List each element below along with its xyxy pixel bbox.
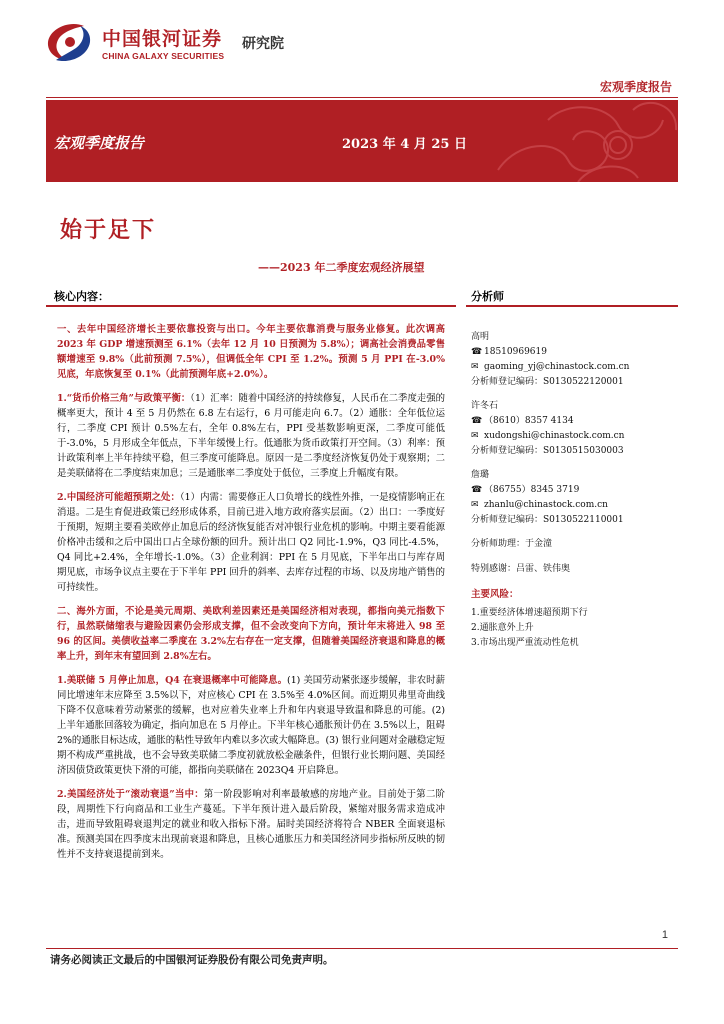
- phone-icon: ☎: [471, 416, 483, 426]
- analyst-email[interactable]: ✉ xudongshi@chinastock.com.cn: [471, 429, 681, 444]
- analyst-phone: ☎ 18510969619: [471, 345, 681, 360]
- report-title: 始于足下: [60, 218, 157, 243]
- analyst-heading: 分析师: [471, 290, 504, 303]
- company-logo: [44, 20, 294, 68]
- fed-paragraph: 1.美联储 5 月停止加息，Q4 在衰退概率中可能降息。(1) 美国劳动紧张逐步缓解，非农时薪同比增速年末应降至 3.5%以下，对应核心 CPI 在 3.5%至 4.0%区间。而近期贝弗里奇曲线下降不仅意味着劳动紧张的缓解，也对应着失业率上升和年内衰退导致温和降息的可能。(2) 上半年通胀回落较为确定，指向加息在 5 月停止。下半年核心通胀预计仍在 3.5%以上，阻碍 2%的通胀目标达成，通胀的粘性导致年内难以多次或大幅降息。(3) 银行业问题对金融稳定短期不构成严重挑战，也不会导致美联储二季度初就放松金融条件，但银行业长期问题、美国经济因债贷政策更快下滑的可能，都指向美联储在 2023Q4 开启降息。: [57, 675, 445, 776]
- paragraph-lead: 2.美国经济处于“滚动衰退”当中：: [57, 789, 204, 800]
- email-icon: ✉: [471, 500, 479, 510]
- analyst-card: [471, 399, 681, 459]
- special-thanks: 特别感谢：吕雷、铁伟奥: [471, 564, 571, 574]
- core-content-heading: 核心内容：: [54, 290, 109, 303]
- analyst-phone: ☎ （86755）8345 3719: [471, 483, 681, 498]
- analyst-name: 许冬石: [471, 401, 499, 411]
- institute-name: 研究院: [242, 36, 284, 52]
- fx-policy-paragraph: 1.“货币价格三角”与政策平衡：（1）汇率：随着中国经济的持续修复，人民币在二季度走强的概率更大，预计 4 至 5 月仍然在 6.8 左右运行，6 月可能走向 6.7。（2）通胀：全年低位运行，二季度 CPI 预计 0.5%左右，全年 0.8%左右，PPI 受基数影响更深，二季度可能低于-3.0%，5 月形成全年低点，下半年缓慢上行。低通胀为货币政策打开空间。（3）利率：预计政策利率上半年持续平稳，但三季度可能降息。原因一是二季度经济恢复仍处于观察期；二是美联储将在二季度结束加息；三是通胀率二季度处于低位，三季度上升幅度有限。: [57, 393, 445, 479]
- analyst-name: 高明: [471, 332, 490, 342]
- email-icon: ✉: [471, 362, 479, 372]
- analyst-assistant: 分析师助理：于金潼: [471, 539, 553, 549]
- risk-item: 2.通胀意外上升: [471, 623, 534, 633]
- report-subtitle: ——2023 年二季度宏观经济展望: [258, 261, 425, 274]
- analyst-registration: 分析师登记编码：S0130515030003: [471, 446, 624, 456]
- report-date: 2023 年 4 月 25 日: [342, 137, 467, 152]
- title-banner: [46, 100, 678, 182]
- upside-paragraph: 2.中国经济可能超预期之处：（1）内需：需要修正人口负增长的线性外推，一是疫情影响正在消退。二是生育促进政策已经形成体系，目前已进入地方政府落实层面。（2）出口：一季度好于预期，短期主要看美欧停止加息后的经济恢复能否对冲银行业危机的影响。中期主要看能源价格冲击缓和之后中国出口占全球份额的回升。预计出口 Q2 同比-1.9%，Q3 同比-4.5%，Q4 同比+2.4%，全年增长-1.0%。（3）企业利润：PPI 在 5 月见底，下半年出口与库存周期见底，市场争议点主要在于下半年 PPI 回升的斜率、去库存过程的市场、以及房地产销售的可持续性。: [57, 492, 445, 593]
- phone-icon: ☎: [471, 347, 483, 357]
- header-divider: [46, 97, 678, 98]
- phone-icon: ☎: [471, 485, 483, 495]
- us-economy-paragraph: 2.美国经济处于“滚动衰退”当中：第一阶段影响对利率最敏感的房地产业。目前处于第二阶段，周期性下行向商品和工业生产蔓延。下半年预计进入最后阶段，紧缩对服务需求造成冲击，进而导致阻碍衰退判定的就业和收入指标下滑。届时美国经济将符合 NBER 全面衰退标准。预测美国在四季度末出现前衰退和降息，且核心通胀压力和美国经济同步指标所反映的韧性并不支持衰退提前到来。: [57, 789, 445, 860]
- risk-item: 3.市场出现严重流动性危机: [471, 638, 579, 648]
- footer-divider: [46, 948, 678, 949]
- core-content-rule: [46, 305, 456, 307]
- report-category-label: 宏观季度报告: [599, 80, 672, 94]
- analyst-sidebar: [471, 330, 681, 651]
- analyst-card: [471, 468, 681, 528]
- disclaimer-text: 请务必阅读正文最后的中国银河证券股份有限公司免责声明。: [50, 954, 334, 966]
- paragraph-lead: 1.美联储 5 月停止加息，Q4 在衰退概率中可能降息。: [57, 675, 288, 686]
- banner-report-type: 宏观季度报告: [54, 134, 145, 152]
- analyst-email[interactable]: ✉ zhanlu@chinastock.com.cn: [471, 498, 681, 513]
- page-number: 1: [661, 929, 668, 941]
- logo-chinese-name: 中国银河证券: [102, 28, 223, 50]
- risk-item: 1.重要经济体增速超预期下行: [471, 608, 588, 618]
- email-icon: ✉: [471, 431, 479, 441]
- summary-paragraph-1: 一、去年中国经济增长主要依靠投资与出口。今年主要依靠消费与服务业修复。此次调高 2023 年 GDP 增速预测至 6.1%（去年 12 月 10 日预测为 5.8%）；调高社会消费品零售额增速至 9.8%（此前预测 7.5%），但调低全年 CPI 至 1.2%。预测 5 月 PPI 在-3.0%见底，年底恢复至 0.1%（此前预测年底+2.0%）。: [57, 324, 445, 380]
- paragraph-lead: 2.中国经济可能超预期之处：: [57, 492, 180, 503]
- analyst-registration: 分析师登记编码：S0130522120001: [471, 377, 624, 387]
- analyst-rule: [466, 305, 678, 307]
- analyst-phone: ☎ （8610）8357 4134: [471, 414, 681, 429]
- core-content-body: [57, 322, 445, 871]
- paragraph-lead: 1.“货币价格三角”与政策平衡：: [57, 393, 191, 404]
- analyst-email[interactable]: ✉ gaoming_yj@chinastock.com.cn: [471, 360, 681, 375]
- galaxy-logo-icon: [44, 20, 94, 64]
- analyst-registration: 分析师登记编码：S0130522110001: [471, 515, 624, 525]
- analyst-name: 詹璐: [471, 470, 490, 480]
- logo-english-name: CHINA GALAXY SECURITIES: [102, 51, 225, 61]
- risks-heading: 主要风险：: [471, 589, 519, 600]
- summary-paragraph-2: 二、海外方面，不论是美元周期、美欧利差因素还是美国经济相对表现，都指向美元指数下行，虽然联储缩表与避险因素仍会形成支撑，但不会改变向下方向，预计年末将进入 98 至 96 的区间。美债收益率二季度在 3.2%左右存在一定支撑，但随着美国经济衰退和降息的概率上升，到年末有望回到 2.8%左右。: [57, 606, 445, 662]
- analyst-card: [471, 330, 681, 390]
